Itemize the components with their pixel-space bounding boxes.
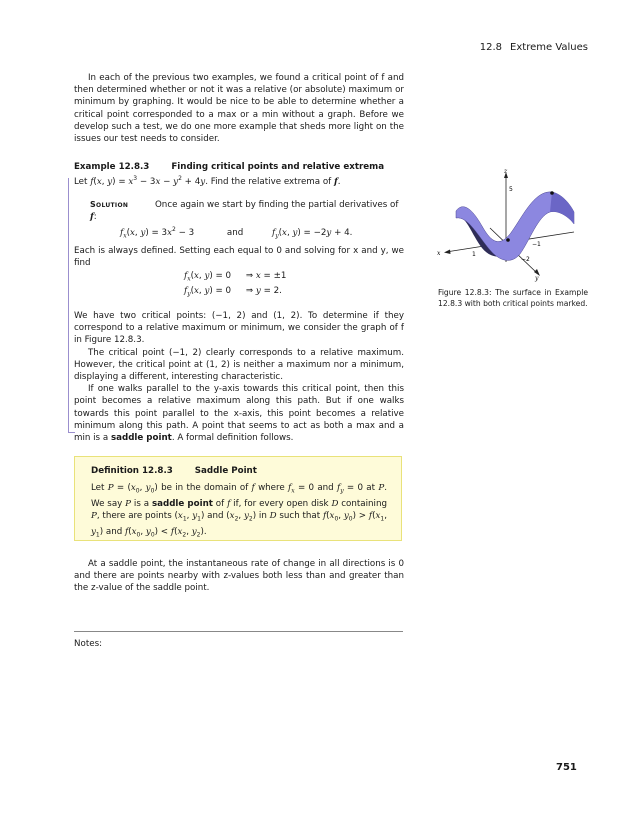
example-title: Finding critical points and relative extrema (171, 162, 385, 172)
defined-text: Each is always defined. Setting each equal to 0 and solving for x and y, we find (74, 246, 404, 269)
and-word: and (226, 227, 244, 238)
solution-paragraph-2: The critical point (−1, 2) clearly corresponds to a relative maximum. However, the critical point at (1, 2) is neither a maximum nor a minimum, displaying a different, interesting characteristic. (74, 347, 404, 383)
definition-text: Let $P = (x_0$, $y_0$) be in the domain of f where $f_x = 0$ and $f_y = 0$ at P. We say P is a saddle point of f if, for every open disk D containing P, there are points ($x_1$, $y_1$) and ($x_2$, $y_2$) in D such that $f(x_0$, $y_0) > f(x_1$, $y_1$) and $f(x_0$, $y_0) < f(x_2$, $y_2$). (91, 483, 387, 540)
definition-box (74, 456, 402, 541)
x-tick-1: 1 (472, 251, 476, 258)
z-label: z (504, 168, 508, 175)
closing-block (74, 558, 404, 595)
section-title: Extreme Values (510, 42, 588, 53)
saddle-point-term: saddle point (110, 433, 172, 444)
solution-lead-line: Solution Once again we start by finding the partial derivatives of f: (90, 200, 399, 223)
example-label: Example 12.8.3 (74, 162, 150, 172)
running-header (480, 42, 588, 53)
example-block (74, 161, 404, 188)
solution-p3-c: . A formal definition follows. (171, 433, 294, 444)
example-heading (74, 161, 404, 173)
solution-label: Solution (90, 200, 129, 209)
y-tick-neg1: −1 (532, 241, 541, 248)
figure-caption: Figure 12.8.3: The surface in Example 12.8.3 with both critical points marked. (438, 288, 588, 308)
notes-label: Notes: (74, 639, 103, 649)
defined-line (74, 245, 404, 269)
solution-lead: Once again we start by finding the partial derivatives of (154, 200, 399, 210)
definition-term: saddle point (151, 499, 213, 510)
x-arrow-icon (444, 250, 451, 255)
y-tick-neg2: −2 (521, 256, 530, 263)
definition-label: Definition 12.8.3 (91, 466, 173, 476)
critical-point-max (550, 191, 554, 195)
notes-rule (74, 631, 403, 632)
z-tick-5: 5 (509, 186, 513, 193)
solution-paragraph-1: We have two critical points: (−1, 2) and (1, 2). To determine if they correspond to a relative maximum or minimum, we consider the graph of f in Figure 12.8.3. (74, 311, 404, 346)
definition-heading (91, 465, 387, 477)
section-number: 12.8 (479, 42, 503, 53)
partial-derivatives: $f_x(x$, $y) = 3x^2 - 3$ and $f_y(x$, y) = −2y + 4. (120, 226, 353, 240)
page-number: 751 (556, 762, 577, 773)
surface-figure (434, 166, 594, 284)
solve-eq-1: $f_x(x$, y) = 0 ⇒ x = ±1 (184, 271, 287, 283)
solution-p3-a: If one walks parallel to the y-axis towards this critical point, then this point becomes a relative maximum along this path. But if one walks towards this point parallel to the x-axis, this point becomes a relative minimum along this path. A point that seems to act as both a max and a min is a (74, 384, 404, 444)
definition-title: Saddle Point (194, 466, 257, 476)
solution-margin-bar (68, 178, 69, 432)
example-find: Find the relative extrema of (210, 177, 332, 188)
solution-body (74, 310, 404, 444)
example-statement: Let f(x, $y) = x^3 - 3x - y^2 + 4y$. Find the relative extrema of f. (74, 175, 341, 188)
intro-block (74, 72, 404, 145)
critical-point-saddle (506, 238, 510, 242)
solution-paragraph-3 (74, 383, 404, 444)
solve-eq-2: $f_y(x$, y) = 0 ⇒ y = 2. (184, 286, 282, 298)
x-label: x (437, 250, 441, 257)
intro-paragraph: In each of the previous two examples, we found a critical point of f and then determined whether or not it was a relative (or absolute) maximum or minimum by graphing. It would be nice to be able to determine whether a critical point corresponded to a max or a min without a graph. Before we develop such a test, we do one more example that sheds more light on the issues our test needs to consider. (74, 73, 404, 145)
y-label: y (535, 275, 539, 282)
closing-paragraph: At a saddle point, the instantaneous rate of change in all directions is 0 and there are points nearby with z-values both less than and greater than the z-value of the saddle point. (74, 559, 404, 594)
